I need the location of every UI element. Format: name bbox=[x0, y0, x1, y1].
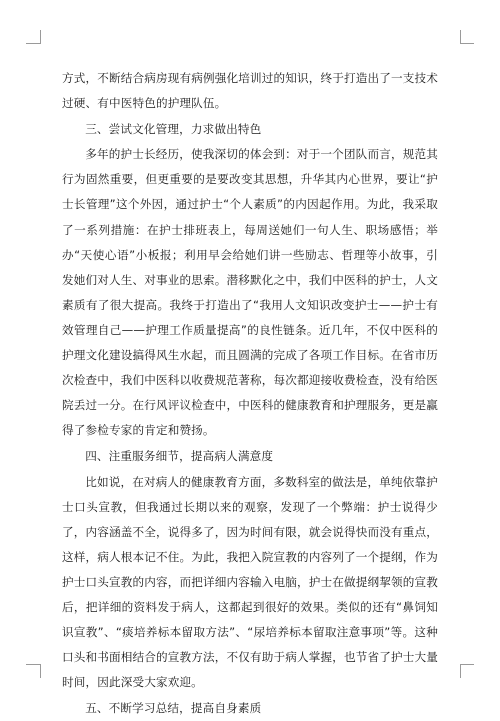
crop-mark-bottom-right-vertical bbox=[460, 664, 461, 678]
crop-mark-bottom-left-horizontal bbox=[26, 664, 40, 665]
crop-mark-top-right-vertical bbox=[460, 30, 461, 44]
crop-mark-top-left-vertical bbox=[40, 30, 41, 44]
crop-mark-top-right-horizontal bbox=[460, 43, 474, 44]
crop-mark-bottom-left-vertical bbox=[40, 664, 41, 678]
section-heading-4: 四、注重服务细节，提高病人满意度 bbox=[85, 449, 274, 464]
section-heading-3: 三、尝试文化管理，力求做出特色 bbox=[85, 122, 262, 137]
document-body bbox=[62, 66, 438, 721]
paragraph-continuation: 方式，不断结合病房现有病例强化培训过的知识，终于打造出了一支技术过硬、有中医特色的护理队伍。 bbox=[62, 71, 438, 111]
paragraph-section-4: 比如说，在对病人的健康教育方面，多数科室的做法是，单纯依靠护士口头宣教，但我通过长期以来的观察，发现了一个弊端：护士说得少了，内容涵盖不全，说得多了，因为时间有限，就会说得快而没有重点，这样，病人根本记不住。为此，我把入院宣教的内容列了一个提纲，作为护士口头宣教的内容，而把详细内容输入电脑，护士在做提纲挈领的宣教后，把详细的资料发于病人，这都起到很好的效果。类似的还有“鼻饲知识宣教”、“痰培养标本留取方法”、“尿培养标本留取注意事项”等。这种口头和书面相结合的宣教方法，不仅有助于病人掌握，也节省了护士大量时间，因此深受大家欢迎。 bbox=[62, 474, 438, 690]
crop-mark-top-left-horizontal bbox=[26, 43, 40, 44]
paragraph-section-3: 多年的护士长经历，使我深切的体会到：对于一个团队而言，规范其行为固然重要，但更重要的是要改变其思想，升华其内心世界，要让“护士长管理”这个外因，通过护士“个人素质”的内因起作用。为此，我采取了一系列措施：在护士排班表上，每周送她们一句人生、职场感悟；举办“天使心语”小板报；利用早会给她们讲一些励志、哲理等小故事，引发她们对人生、对事业的思索。潜移默化之中，我们中医科的护士，人文素质有了很大提高。我终于打造出了“我用人文知识改变护士——护士有效管理自己——护理工作质量提高”的良性链条。近几年，不仅中医科的护理文化建设搞得风生水起，而且圆满的完成了各项工作目标。在省市历次检查中，我们中医科以收费规范著称，每次都迎接收费检查，没有给医院丢过一分。在行风评议检查中，中医科的健康教育和护理服务，更是赢得了参检专家的肯定和赞扬。 bbox=[62, 147, 438, 438]
section-heading-5: 五、不断学习总结，提高自身素质 bbox=[85, 701, 262, 716]
crop-mark-bottom-right-horizontal bbox=[460, 664, 474, 665]
